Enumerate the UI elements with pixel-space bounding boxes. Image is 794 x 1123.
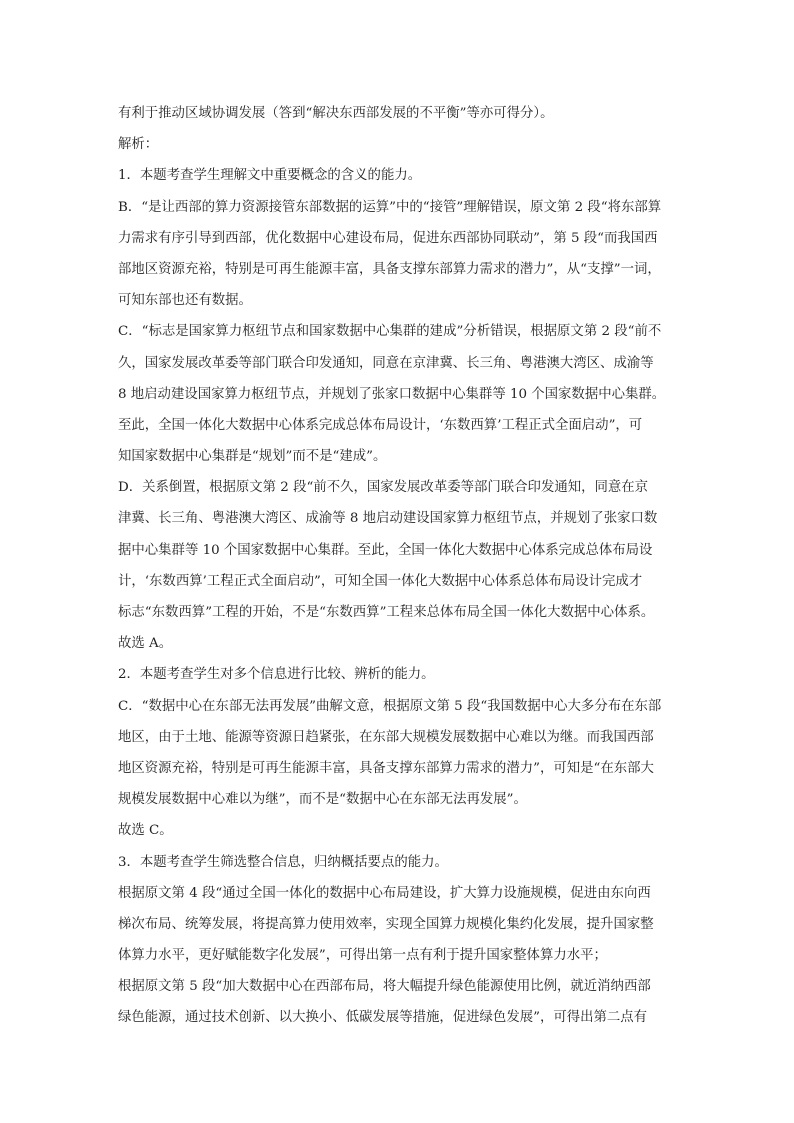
text-line: 8 地启动建设国家算力枢纽节点，并规划了张家口数据中心集群等 10 个国家数据中心集群。 (118, 386, 666, 402)
text-line: 地区，由于土地、能源等资源日趋紧张，在东部大规模发展数据中心难以为继。而我国西部 (118, 729, 654, 745)
text-line: B．“是让西部的算力资源接管东部数据的运算”中的“接管”理解错误，原文第 2 段“将东部算 (118, 199, 662, 215)
text-line: 故选 A。 (118, 636, 173, 652)
text-line: 绿色能源，通过技术创新、以大换小、低碳发展等措施，促进绿色发展”，可得出第二点有 (118, 1010, 648, 1026)
text-line: 久，国家发展改革委等部门联合印发通知，同意在京津冀、长三角、粤港澳大湾区、成渝等 (118, 355, 654, 371)
text-line: D．关系倒置，根据原文第 2 段“前不久，国家发展改革委等部门联合印发通知，同意在京 (118, 480, 649, 496)
text-line: 地区资源充裕，特别是可再生能源丰富，具备支撑东部算力需求的潜力”，可知是“在东部大 (118, 760, 654, 776)
text-line: 有利于推动区域协调发展（答到“解决东西部发展的不平衡”等亦可得分）。 (118, 106, 554, 121)
text-line: 规模发展数据中心难以为继”，而不是“数据中心在东部无法再发展”。 (118, 792, 527, 808)
text-line: 故选 C。 (118, 823, 173, 839)
text-line: 3．本题考查学生筛选整合信息，归纳概括要点的能力。 (118, 854, 448, 870)
text-line: 至此，全国一体化大数据中心体系完成总体布局设计，‘东数西算’工程正式全面启动”，可 (118, 417, 643, 433)
text-line: 计，‘东数西算’工程正式全面启动”，可知全国一体化大数据中心体系总体布局设计完成才 (118, 573, 643, 589)
text-line: 标志“东数西算”工程的开始，不是“东数西算”工程来总体布局全国一体化大数据中心体系。 (118, 605, 655, 620)
answer-analysis-text (118, 98, 678, 1034)
text-line: 津冀、长三角、粤港澳大湾区、成渝等 8 地启动建设国家算力枢纽节点，并规划了张家口数 (118, 511, 658, 527)
text-line: C．“标志是国家算力枢纽节点和国家数据中心集群的建成”分析错误，根据原文第 2 段“前不 (118, 324, 662, 340)
text-line: 1．本题考查学生理解文中重要概念的含义的能力。 (118, 168, 422, 184)
text-line: 可知东部也还有数据。 (118, 293, 252, 309)
text-line: 根据原文第 4 段“通过全国一体化的数据中心布局建设，扩大算力设施规模，促进由东向西 (118, 885, 651, 901)
text-line: 知国家数据中心集群是“规划”而不是“建成”。 (118, 449, 387, 465)
text-line: 根据原文第 5 段“加大数据中心在西部布局，将大幅提升绿色能源使用比例，就近消纳西部 (118, 979, 651, 995)
text-line: 部地区资源充裕，特别是可再生能源丰富，具备支撑东部算力需求的潜力”，从“支撑”一词， (118, 261, 661, 277)
text-line: 力需求有序引导到西部，优化数据中心建设布局，促进东西部协同联动”，第 5 段“而我国西 (118, 230, 658, 246)
text-line: 解析： (118, 137, 159, 153)
text-line: C．“数据中心在东部无法再发展”曲解文意，根据原文第 5 段“我国数据中心大多分布在东部 (118, 698, 662, 714)
text-line: 2．本题考查学生对多个信息进行比较、辨析的能力。 (118, 667, 435, 683)
text-line: 体算力水平，更好赋能数字化发展”，可得出第一点有利于提升国家整体算力水平； (118, 948, 607, 964)
text-line: 据中心集群等 10 个国家数据中心集群。至此，全国一体化大数据中心体系完成总体布局设 (118, 542, 653, 558)
text-line: 梯次布局、统筹发展，将提高算力使用效率，实现全国算力规模化集约化发展，提升国家整 (118, 916, 654, 932)
